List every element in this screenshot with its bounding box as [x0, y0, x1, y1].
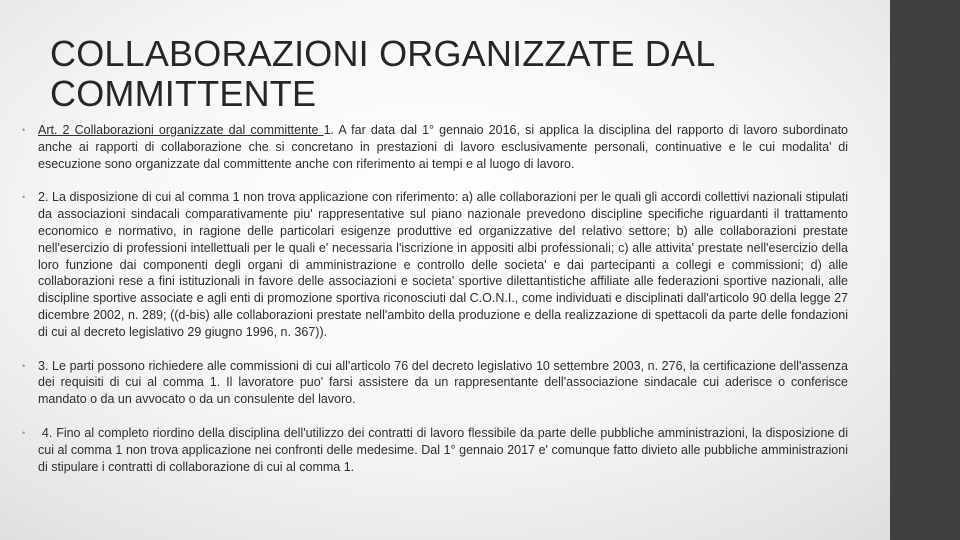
paragraph-2-text: 2. La disposizione di cui al comma 1 non trova applicazione con riferimento: a) alle collaborazioni per le quali gli accordi collettivi nazionali stipulati da associazioni sindacali comparativamente piu' rappresentative sul piano nazionale prevedono discipline specifiche riguardanti il trattamento economico e normativo, in ragione delle particolari esigenze produttive ed organizzative del relativo settore; b) alle collaborazioni prestate nell'esercizio di professioni intellettuali per le quali e' necessaria l'iscrizione in appositi albi professionali; c) alle attivita' prestate nell'esercizio della loro funzione dai componenti degli organi di amministrazione e controllo delle societa' e dai partecipanti a collegi e commissioni; d) alle collaborazioni rese a fini istituzionali in favore delle associazioni e societa' sportive dilettantistiche affiliate alle federazioni sportive nazionali, alle discipline sportive associate e agli enti di promozione sportiva riconosciuti dal C.O.N.I., come individuati e disciplinati dall'articolo 90 della legge 27 dicembre 2002, n. 289; ((d-bis) alle collaborazioni prestate nell'ambito della produzione e della realizzazione di spettacoli da parte delle fondazioni di cui al decreto legislativo 29 giugno 1996, n. 367)). — [38, 190, 848, 339]
article-heading-link[interactable]: Art. 2 Collaborazioni organizzate dal committente — [38, 123, 324, 137]
slide-title: COLLABORAZIONI ORGANIZZATE DAL COMMITTENTE — [50, 33, 715, 114]
paragraph-4 — [22, 425, 852, 475]
decorative-side-bar — [890, 0, 960, 540]
paragraph-1 — [22, 122, 848, 172]
bullet-icon: • — [22, 427, 26, 438]
paragraph-4-text: 4. Fino al completo riordino della disciplina dell'utilizzo dei contratti di lavoro flessibile da parte delle pubbliche amministrazioni, la disposizione di cui al comma 1 non trova applicazione nei confronti delle medesime. Dal 1° gennaio 2017 e' comunque fatto divieto alle pubbliche amministrazioni di stipulare i contratti di collaborazione di cui al comma 1. — [38, 425, 852, 474]
bullet-icon: • — [22, 360, 26, 371]
paragraph-2 — [22, 189, 848, 340]
bullet-list — [22, 122, 852, 475]
paragraph-3-text: 3. Le parti possono richiedere alle commissioni di cui all'articolo 76 del decreto legislativo 10 settembre 2003, n. 276, la certificazione dell'assenza dei requisiti di cui al comma 1. Il lavoratore puo' farsi assistere da un rappresentante dell'associazione sindacale cui aderisce o conferisce mandato o da un avvocato o da un consulente del lavoro. — [38, 358, 848, 407]
paragraph-3 — [22, 358, 848, 408]
bullet-icon: • — [22, 192, 26, 203]
bullet-icon: • — [22, 125, 26, 135]
paragraph-1-text: 1. A far data dal 1° gennaio 2016, si applica la disciplina del rapporto di lavoro subordinato anche ai rapporti di collaborazione che si concretano in prestazioni di lavoro esclusivamente personali, continuative e le cui modalita' di esecuzione sono organizzate dal committente anche con riferimento ai tempi e al luogo di lavoro. — [38, 123, 848, 171]
